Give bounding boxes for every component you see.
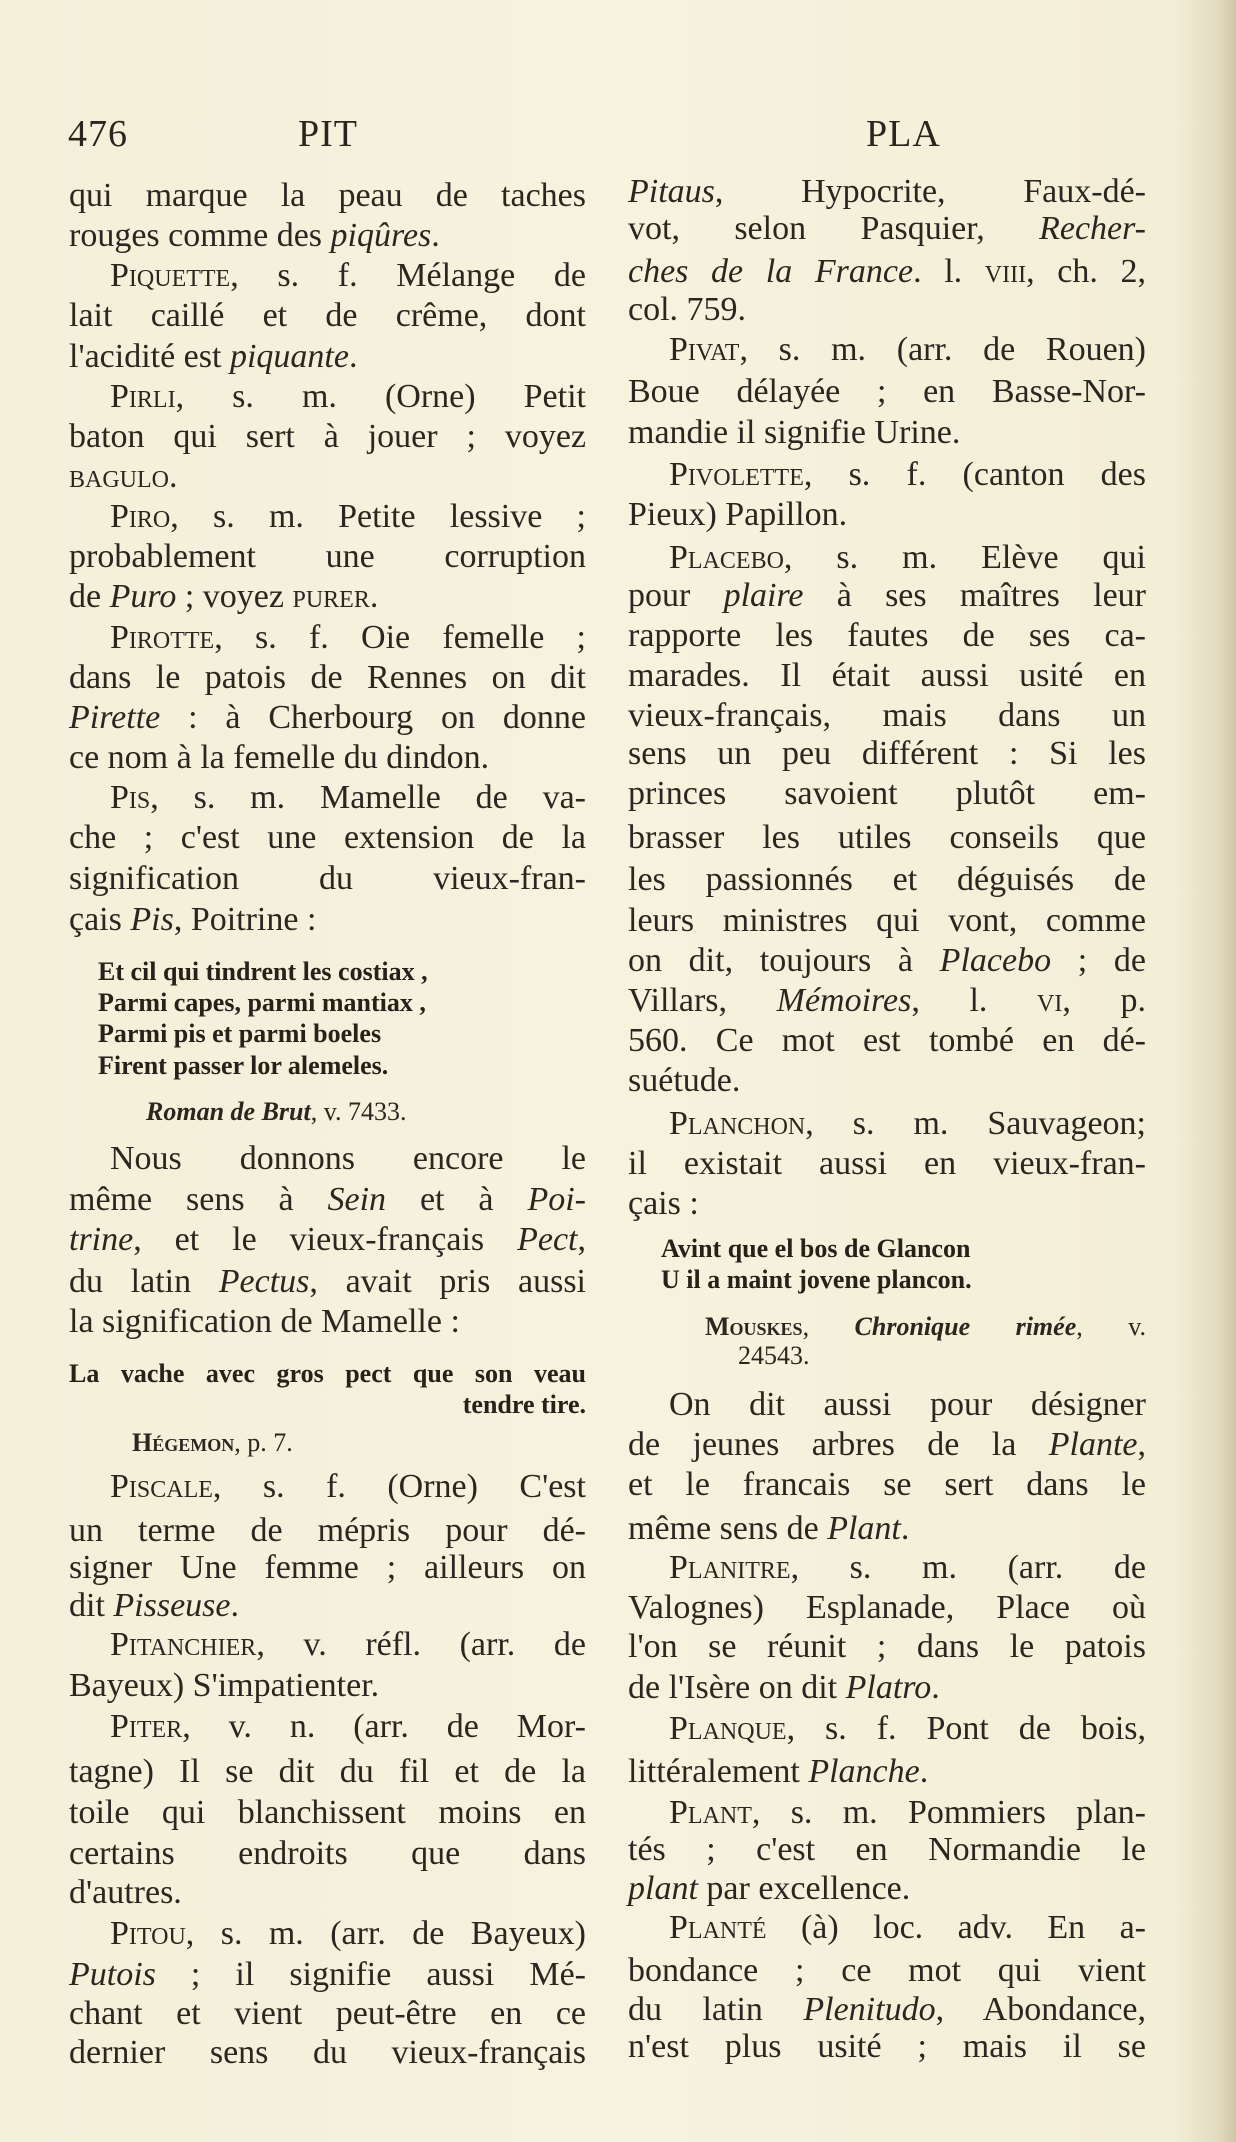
text: pour xyxy=(628,577,724,614)
text: ; voyez xyxy=(176,578,293,615)
text: Avint que el bos de Glancon xyxy=(661,1234,971,1263)
text-line xyxy=(69,1586,586,1626)
text-line xyxy=(628,774,1146,814)
text: , s. m. Pommiers plan- xyxy=(751,1794,1146,1831)
italic-text: Pis xyxy=(130,901,174,938)
text-line xyxy=(69,457,586,497)
text: , s. f. Mélange de xyxy=(230,257,586,294)
italic-text: Planche xyxy=(808,1753,920,1790)
text: , v. réfl. (arr. de xyxy=(256,1626,586,1663)
headword: Pitanchier xyxy=(110,1626,257,1663)
italic-text: plant xyxy=(628,1870,698,1907)
text: (à) loc. adv. En a- xyxy=(766,1909,1146,1946)
text: çais : xyxy=(628,1185,699,1222)
text: même sens à xyxy=(69,1181,328,1218)
text-line xyxy=(146,1096,586,1128)
text-line xyxy=(628,1061,1146,1101)
text: ; il signifie aussi Mé- xyxy=(155,1956,586,1993)
text: n'est plus usité ; mais il se xyxy=(628,2028,1146,2065)
text-line xyxy=(628,1830,1146,1870)
text: de jeunes arbres de la xyxy=(628,1426,1049,1463)
text: . xyxy=(431,217,440,254)
text-line xyxy=(628,696,1146,736)
text-line xyxy=(110,1625,586,1665)
italic-text: trine xyxy=(69,1221,134,1258)
text-line xyxy=(628,941,1146,981)
italic-text: piquante xyxy=(229,338,349,375)
text-line xyxy=(628,1668,1146,1708)
headword: vi xyxy=(1037,982,1063,1019)
headword: Planté xyxy=(669,1909,767,1946)
text-line xyxy=(69,738,586,778)
italic-text: Plenitudo xyxy=(803,1991,936,2028)
text-line xyxy=(110,618,586,658)
text: de xyxy=(69,578,110,615)
headword: Mouskes xyxy=(705,1312,803,1341)
text: , xyxy=(1137,1426,1146,1463)
text: , s. m. Mamelle de va- xyxy=(150,779,586,816)
italic-text: Mémoires xyxy=(776,982,912,1019)
text: et à xyxy=(386,1181,528,1218)
text-line xyxy=(110,1914,586,1954)
text: , Abondance, xyxy=(935,1991,1146,2028)
text: , v. xyxy=(1076,1312,1146,1341)
text-line xyxy=(98,987,586,1019)
text-line xyxy=(628,734,1146,774)
text-line xyxy=(628,1465,1146,1505)
headword: Planque xyxy=(669,1710,787,1747)
text-line xyxy=(628,209,1146,249)
text: tendre tire. xyxy=(462,1390,586,1419)
text-line xyxy=(661,1233,1146,1265)
text: Nous donnons encore le xyxy=(110,1140,586,1177)
headword: Pis xyxy=(110,779,151,816)
italic-text: Poi- xyxy=(527,1181,586,1218)
page-number: 476 xyxy=(68,113,128,155)
text-line xyxy=(628,981,1146,1021)
text: . xyxy=(931,1669,940,1706)
text-line xyxy=(110,1467,586,1507)
text: , s. m. Elève qui xyxy=(783,539,1146,576)
headword: Piro xyxy=(110,498,171,535)
text-line xyxy=(98,1018,586,1050)
text-line xyxy=(69,1389,586,1421)
text: . l. xyxy=(913,253,985,290)
text: . xyxy=(230,1587,239,1624)
text-line xyxy=(69,1955,586,1995)
text-line xyxy=(669,1104,1146,1144)
text-line xyxy=(669,1908,1146,1948)
italic-text: piqûres xyxy=(330,217,432,254)
text: : à Cherbourg on donne xyxy=(160,699,586,736)
italic-text: Puro xyxy=(109,578,177,615)
text: , s. f. (Orne) C'est xyxy=(212,1468,586,1505)
headword: viii xyxy=(984,253,1027,290)
text: chant et vient peut-être en ce xyxy=(69,1995,586,2032)
text: de l'Isère on dit xyxy=(628,1669,846,1706)
text-line xyxy=(628,1752,1146,1792)
text-line xyxy=(628,172,1146,212)
text-line xyxy=(110,256,586,296)
text: sens un peu différent : Si les xyxy=(628,735,1146,772)
text-line xyxy=(628,372,1146,412)
text: 24543. xyxy=(738,1341,810,1370)
text: , s. f. Pont de bois, xyxy=(786,1710,1146,1747)
text: . xyxy=(369,578,379,615)
headword: Placebo xyxy=(669,539,784,576)
text-line xyxy=(69,577,586,617)
text-line xyxy=(69,1548,586,1588)
text: lait caillé et de crême, dont xyxy=(69,297,586,334)
text: , s. f. Oie femelle ; xyxy=(214,619,586,656)
text: tagne) Il se dit du fil et de la xyxy=(69,1753,586,1790)
headword: Planchon xyxy=(669,1105,806,1142)
text: il existait aussi en vieux-fran- xyxy=(628,1145,1146,1182)
italic-text: Recher- xyxy=(1039,210,1146,247)
italic-text: Pect xyxy=(517,1221,578,1258)
text-line xyxy=(69,1873,586,1913)
text: toile qui blanchissent moins en xyxy=(69,1794,586,1831)
text-line xyxy=(69,216,586,256)
text-line xyxy=(69,337,586,377)
text: Parmi pis et parmi boeles xyxy=(98,1019,382,1048)
headword: Hégemon xyxy=(132,1428,235,1457)
text: che ; c'est une extension de la xyxy=(69,819,586,856)
text-line xyxy=(628,1869,1146,1909)
text: Firent passer lor alemeles. xyxy=(98,1051,389,1080)
text: , xyxy=(577,1221,586,1258)
text-line xyxy=(69,1834,586,1874)
headword: Pirotte xyxy=(110,619,215,656)
text-line xyxy=(628,2027,1146,2067)
headword: Piscale xyxy=(110,1468,213,1505)
italic-text: Platro xyxy=(845,1669,932,1706)
text-line xyxy=(69,1511,586,1551)
text-line xyxy=(669,455,1146,495)
text: leurs ministres qui vont, comme xyxy=(628,902,1146,939)
headword: Piter xyxy=(110,1708,183,1745)
text-line xyxy=(110,1707,586,1747)
text-line xyxy=(628,1990,1146,2030)
text-line xyxy=(669,1793,1146,1833)
text: , et le vieux-français xyxy=(133,1221,518,1258)
text-line xyxy=(69,176,586,216)
text: Boue délayée ; en Basse-Nor- xyxy=(628,373,1146,410)
headword: Pirli xyxy=(110,378,176,415)
text: dernier sens du vieux-français xyxy=(69,2034,586,2071)
text: La vache avec gros pect que son veau xyxy=(69,1359,586,1388)
text: , v. 7433. xyxy=(310,1097,407,1126)
text-line xyxy=(69,698,586,738)
text: . xyxy=(900,1510,910,1547)
italic-text: Placebo xyxy=(939,942,1052,979)
text: signification du vieux-fran- xyxy=(69,860,586,897)
text: çais xyxy=(69,901,131,938)
text-line xyxy=(69,1994,586,2034)
text: . xyxy=(348,338,358,375)
text-line xyxy=(628,1588,1146,1628)
text-line xyxy=(69,1793,586,1833)
text: , p. xyxy=(1062,982,1146,1019)
text-line xyxy=(69,1666,586,1706)
text: col. 759. xyxy=(628,291,747,328)
text-line xyxy=(628,656,1146,696)
right-running-head: PLA xyxy=(866,113,941,155)
text: , avait pris aussi xyxy=(309,1263,587,1300)
text: et le francais se sert dans le xyxy=(628,1466,1146,1503)
text: d'autres. xyxy=(69,1874,182,1911)
text-line xyxy=(110,377,586,417)
text: ce nom à la femelle du dindon. xyxy=(69,739,490,776)
text: dit xyxy=(69,1587,114,1624)
text: littéralement xyxy=(628,1753,809,1790)
text-line xyxy=(69,658,586,698)
text-line xyxy=(628,1425,1146,1465)
text: , p. 7. xyxy=(234,1428,293,1457)
text-line xyxy=(628,576,1146,616)
text-line xyxy=(669,1385,1146,1425)
text: du latin xyxy=(628,1991,804,2028)
text: vieux-français, mais dans un xyxy=(628,697,1146,734)
text-line xyxy=(69,1302,586,1342)
text: 560. Ce mot est tombé en dé- xyxy=(628,1022,1146,1059)
text: princes savoient plutôt em- xyxy=(628,775,1146,812)
text: un terme de mépris pour dé- xyxy=(69,1512,586,1549)
text-line xyxy=(132,1427,586,1459)
headword: Pivolette xyxy=(669,456,804,493)
text-line xyxy=(110,1139,586,1179)
text: l'on se réunit ; dans le patois xyxy=(628,1628,1146,1665)
italic-text: Putois xyxy=(69,1956,156,1993)
text-line xyxy=(69,1358,586,1390)
text: Parmi capes, parmi mantiax , xyxy=(98,988,426,1017)
headword: bagulo xyxy=(69,458,169,495)
italic-text: Roman de Brut xyxy=(146,1097,311,1126)
text: rouges comme des xyxy=(69,217,331,254)
text-line xyxy=(738,1340,1146,1372)
text: baton qui sert à jouer ; voyez xyxy=(69,418,586,455)
text: , ch. 2, xyxy=(1026,253,1146,290)
text: bondance ; ce mot qui vient xyxy=(628,1952,1146,1989)
text-line xyxy=(705,1311,1146,1343)
text: Valognes) Esplanade, Place où xyxy=(628,1589,1146,1626)
text-line xyxy=(69,859,586,899)
italic-text: Plant xyxy=(827,1510,901,1547)
italic-text: ches de la France xyxy=(628,253,914,290)
italic-text: Pectus xyxy=(218,1263,310,1300)
text: brasser les utiles conseils que xyxy=(628,819,1146,856)
text-line xyxy=(661,1264,1146,1296)
text-line xyxy=(628,860,1146,900)
text-line xyxy=(669,1548,1146,1588)
text-line xyxy=(110,497,586,537)
text: . xyxy=(169,458,178,495)
text: On dit aussi pour désigner xyxy=(669,1386,1146,1423)
headword: Piquette xyxy=(110,257,231,294)
text-line xyxy=(628,1627,1146,1667)
text-line xyxy=(69,900,586,940)
text: certains endroits que dans xyxy=(69,1835,586,1872)
text: suétude. xyxy=(628,1062,741,1099)
text-line xyxy=(98,1050,586,1082)
text-line xyxy=(69,818,586,858)
text: Et cil qui tindrent les costiax , xyxy=(98,957,428,986)
text: vot, selon Pasquier, xyxy=(628,210,1040,247)
text-line xyxy=(628,495,1146,535)
text-line xyxy=(669,1709,1146,1749)
text-line xyxy=(669,538,1146,578)
text-line xyxy=(69,1220,586,1260)
text: , s. f. (canton des xyxy=(803,456,1146,493)
text: on dit, toujours à xyxy=(628,942,940,979)
text: , s. m. (arr. de xyxy=(790,1549,1146,1586)
text-line xyxy=(69,2033,586,2073)
text-line xyxy=(628,290,1146,330)
text: . xyxy=(919,1753,929,1790)
text-line xyxy=(628,252,1146,292)
text-line xyxy=(69,537,586,577)
text: signer Une femme ; ailleurs on xyxy=(69,1549,586,1586)
text: probablement une corruption xyxy=(69,538,586,575)
text: tés ; c'est en Normandie le xyxy=(628,1831,1146,1868)
text: Bayeux) S'impatienter. xyxy=(69,1667,380,1704)
italic-text: Plante xyxy=(1048,1426,1138,1463)
italic-text: Chronique rimée xyxy=(854,1312,1077,1341)
text: mandie il signifie Urine. xyxy=(628,414,961,451)
headword: Pivat xyxy=(669,331,740,368)
headword: Planitre xyxy=(669,1549,791,1586)
italic-text: Pitaus xyxy=(628,173,715,210)
text-line xyxy=(628,901,1146,941)
text: par excellence. xyxy=(697,1870,911,1907)
text: , v. n. (arr. de Mor- xyxy=(182,1708,586,1745)
text-line xyxy=(628,1144,1146,1184)
text-line xyxy=(628,616,1146,656)
text: la signification de Mamelle : xyxy=(69,1303,460,1340)
headword: Pitou xyxy=(110,1915,186,1952)
text: , xyxy=(802,1312,855,1341)
text: qui marque la peau de taches xyxy=(69,177,586,214)
text-line xyxy=(628,1184,1146,1224)
text-line xyxy=(69,1180,586,1220)
text: à ses maîtres leur xyxy=(803,577,1147,614)
italic-text: plaire xyxy=(723,577,804,614)
text-line xyxy=(669,330,1146,370)
text: , Hypocrite, Faux-dé- xyxy=(714,173,1146,210)
text-line xyxy=(69,417,586,457)
text-line xyxy=(628,1021,1146,1061)
text: l'acidité est xyxy=(69,338,230,375)
text: , l. xyxy=(911,982,1038,1019)
headword: purer xyxy=(292,578,370,615)
italic-text: Pirette xyxy=(69,699,161,736)
text-line xyxy=(628,818,1146,858)
text-line xyxy=(628,413,1146,453)
text: du latin xyxy=(69,1263,219,1300)
text-line xyxy=(628,1509,1146,1549)
text: dans le patois de Rennes on dit xyxy=(69,659,586,696)
text: marades. Il était aussi usité en xyxy=(628,657,1146,694)
text-line xyxy=(69,1752,586,1792)
text: , s. m. (arr. de Rouen) xyxy=(739,331,1146,368)
text: même sens de xyxy=(628,1510,828,1547)
text: rapporte les fautes de ses ca- xyxy=(628,617,1146,654)
left-running-head: PIT xyxy=(298,113,358,155)
text: , s. m. (arr. de Bayeux) xyxy=(185,1915,586,1952)
text: , s. m. Sauvageon; xyxy=(805,1105,1146,1142)
text: , Poitrine : xyxy=(173,901,317,938)
text: Villars, xyxy=(628,982,777,1019)
text: , s. m. Petite lessive ; xyxy=(170,498,586,535)
italic-text: Pisseuse xyxy=(113,1587,231,1624)
text-line xyxy=(628,1951,1146,1991)
text: ; de xyxy=(1051,942,1146,979)
text: les passionnés et déguisés de xyxy=(628,861,1146,898)
text-line xyxy=(69,296,586,336)
text: U il a maint jovene plancon. xyxy=(661,1265,972,1294)
italic-text: Sein xyxy=(327,1181,387,1218)
headword: Plant xyxy=(669,1794,752,1831)
text: Pieux) Papillon. xyxy=(628,496,848,533)
text-line xyxy=(110,778,586,818)
text: , s. m. (Orne) Petit xyxy=(175,378,586,415)
text-line xyxy=(69,1262,586,1302)
text-line xyxy=(98,956,586,988)
